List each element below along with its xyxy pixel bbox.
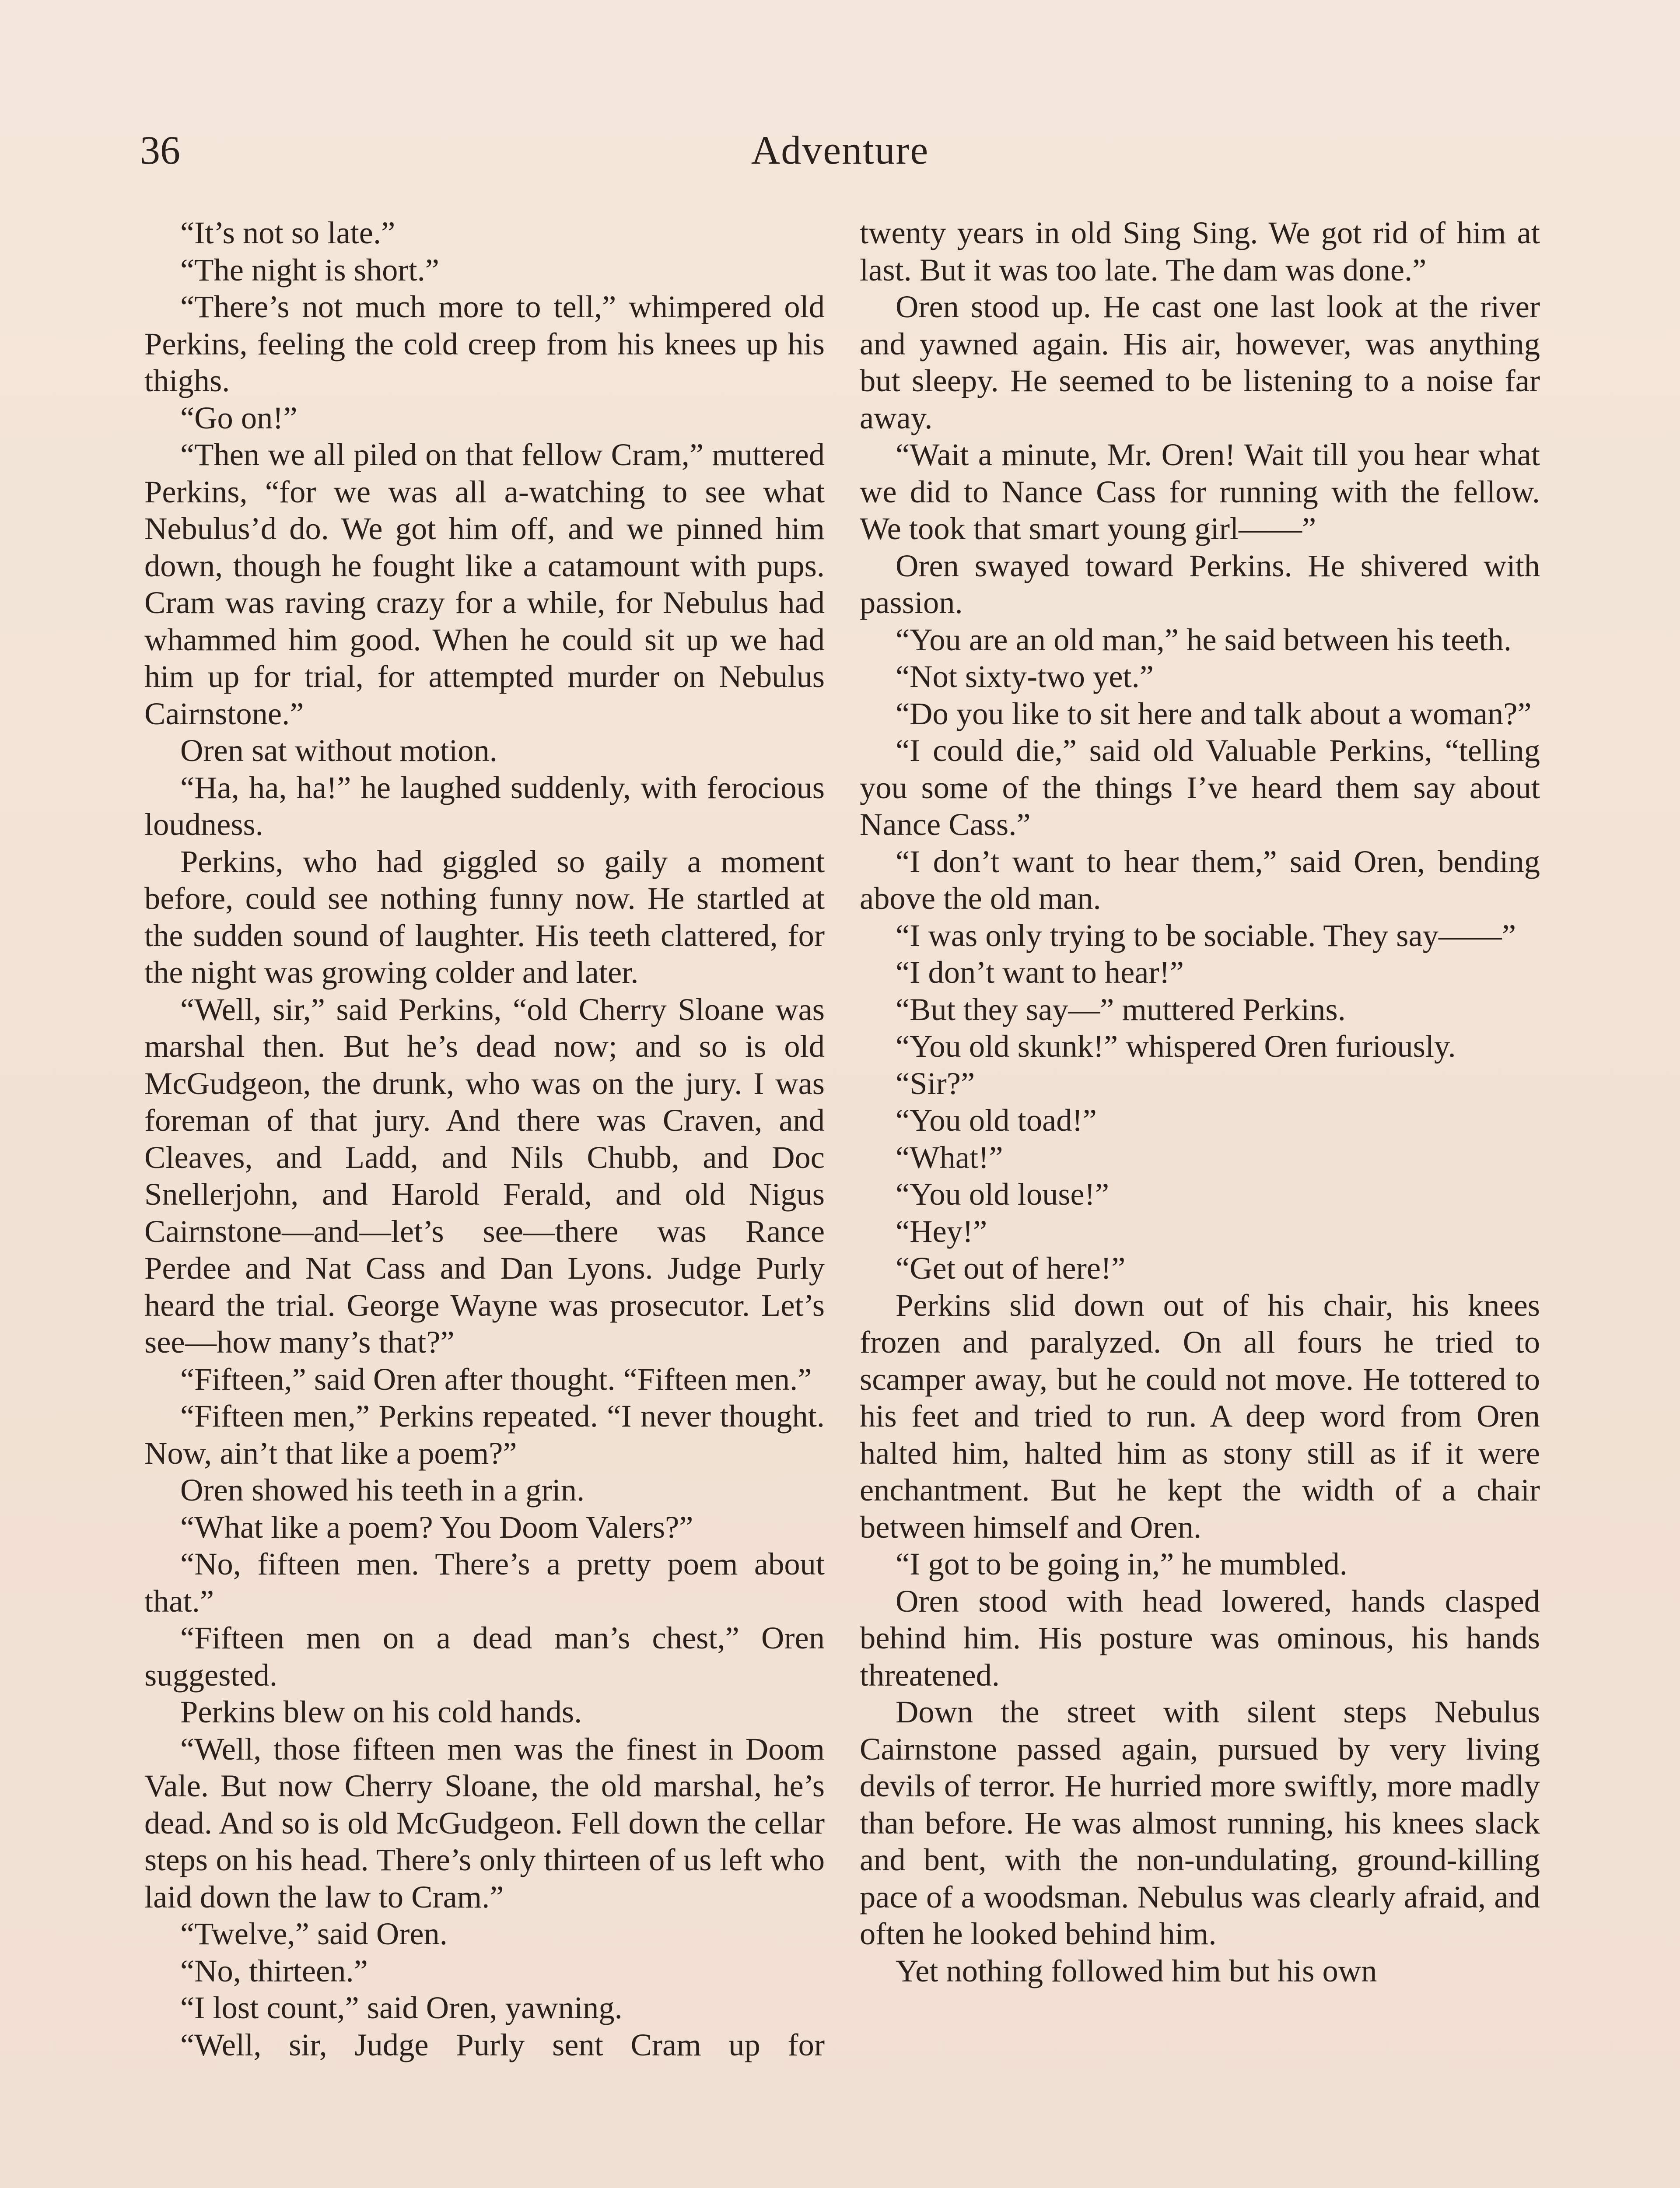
page-number: 36 <box>140 128 180 172</box>
paragraph: “Ha, ha, ha!” he laughed suddenly, with ferocious loudness. <box>144 769 825 842</box>
right-text-column <box>860 214 1540 1989</box>
paragraph: Oren swayed toward Perkins. He shivered with passion. <box>860 547 1540 620</box>
paragraph: “Then we all piled on that fellow Cram,” muttered Perkins, “for we was all a-watching to see what Nebulus’d do. We got him off, and we pinned him down, though he fought like a catamount with pups. Cram was raving crazy for a while, for Nebulus had whammed him good. When he could sit up we had him up for trial, for attempted murder on Nebulus Cairnstone.” <box>144 437 825 731</box>
paragraph: “Well, sir,” said Perkins, “old Cherry Sloane was marshal then. But he’s dead now; and so is old McGudgeon, the drunk, who was on the jury. I was foreman of that jury. And there was Craven, and Cleaves, and Ladd, and Nils Chubb, and Doc Snellerjohn, and Harold Ferald, and old Nigus Cairnstone—and—let’s see—there was Rance Perdee and Nat Cass and Dan Lyons. Judge Purly heard the trial. George Wayne was prosecutor. Let’s see—how many’s that?” <box>144 991 825 1360</box>
paragraph: “You old skunk!” whispered Oren furiously. <box>896 1028 1456 1064</box>
paragraph: “What like a poem? You Doom Valers?” <box>180 1509 693 1545</box>
paragraph: “Not sixty-two yet.” <box>896 659 1154 694</box>
paragraph: “You are an old man,” he said between his teeth. <box>896 621 1512 657</box>
paragraph: “What!” <box>896 1139 1003 1175</box>
paragraph: “Well, sir, Judge Purly sent Cram up for <box>180 2027 825 2062</box>
paragraph: “I lost count,” said Oren, yawning. <box>180 1990 623 2025</box>
paragraph: “Well, those fifteen men was the finest in Doom Vale. But now Cherry Sloane, the old marshal, he’s dead. And so is old McGudgeon. Fell down the cellar steps on his head. There’s only thirteen of us left who laid down the law to Cram.” <box>144 1731 825 1914</box>
page-header <box>140 127 1540 188</box>
paragraph: Perkins slid down out of his chair, his knees frozen and paralyzed. On all fours he tried to scamper away, but he could not move. He tottered to his feet and tried to run. A deep word from Oren halted him, halted him as stony still as if it were enchantment. But he kept the width of a chair between himself and Oren. <box>860 1287 1540 1545</box>
paragraph: twenty years in old Sing Sing. We got rid of him at last. But it was too late. The dam was done.” <box>860 215 1540 288</box>
paragraph: “The night is short.” <box>180 252 439 288</box>
paragraph: “I could die,” said old Valuable Perkins, “telling you some of the things I’ve heard them say about Nance Cass.” <box>860 733 1540 842</box>
paragraph: “I got to be going in,” he mumbled. <box>896 1546 1348 1581</box>
paragraph: “I don’t want to hear them,” said Oren, bending above the old man. <box>860 843 1540 916</box>
paragraph: “Get out of here!” <box>896 1250 1126 1286</box>
paragraph: “Sir?” <box>896 1065 975 1101</box>
paragraph: Down the street with silent steps Nebulus Cairnstone passed again, pursued by very living devils of terror. He hurried more swiftly, more madly than before. He was almost running, his knees slack and bent, with the non-undulating, ground-killing pace of a woodsman. Nebulus was clearly afraid, and often he looked behind him. <box>860 1694 1540 1951</box>
running-head: Adventure <box>751 128 929 172</box>
paragraph: “Hey!” <box>896 1213 987 1249</box>
paragraph: Oren stood up. He cast one last look at the river and yawned again. His air, however, was anything but sleepy. He seemed to be listening to a noise far away. <box>860 289 1540 435</box>
paragraph: “It’s not so late.” <box>180 215 396 250</box>
paragraph: Perkins blew on his cold hands. <box>180 1694 582 1729</box>
left-text-column <box>144 214 825 2063</box>
paragraph: Oren sat without motion. <box>180 733 497 768</box>
paragraph: “But they say—” muttered Perkins. <box>896 991 1346 1027</box>
paragraph: “I was only trying to be sociable. They say——” <box>896 917 1516 953</box>
paragraph: “I don’t want to hear!” <box>896 954 1184 990</box>
paragraph: Yet nothing followed him but his own <box>896 1953 1377 1988</box>
paragraph: “Fifteen,” said Oren after thought. “Fifteen men.” <box>180 1361 812 1397</box>
paragraph: Perkins, who had giggled so gaily a moment before, could see nothing funny now. He startled at the sudden sound of laughter. His teeth clattered, for the night was growing colder and later. <box>144 843 825 990</box>
paragraph: “You old toad!” <box>896 1102 1097 1138</box>
paragraph: “No, fifteen men. There’s a pretty poem about that.” <box>144 1546 825 1619</box>
paragraph: Oren showed his teeth in a grin. <box>180 1472 585 1508</box>
paragraph: “No, thirteen.” <box>180 1953 368 1988</box>
paragraph: “Fifteen men,” Perkins repeated. “I never thought. Now, ain’t that like a poem?” <box>144 1398 825 1471</box>
paragraph: “Go on!” <box>180 400 298 435</box>
paragraph: “There’s not much more to tell,” whimpered old Perkins, feeling the cold creep from his knees up his thighs. <box>144 289 825 398</box>
paragraph: “You old louse!” <box>896 1176 1110 1212</box>
paragraph: “Twelve,” said Oren. <box>180 1916 448 1951</box>
paragraph: “Fifteen men on a dead man’s chest,” Oren suggested. <box>144 1620 825 1693</box>
paragraph: “Do you like to sit here and talk about a woman?” <box>896 695 1532 731</box>
paragraph: Oren stood with head lowered, hands clasped behind him. His posture was ominous, his hands threatened. <box>860 1583 1540 1693</box>
paragraph: “Wait a minute, Mr. Oren! Wait till you hear what we did to Nance Cass for running with the fellow. We took that smart young girl——” <box>860 437 1540 546</box>
